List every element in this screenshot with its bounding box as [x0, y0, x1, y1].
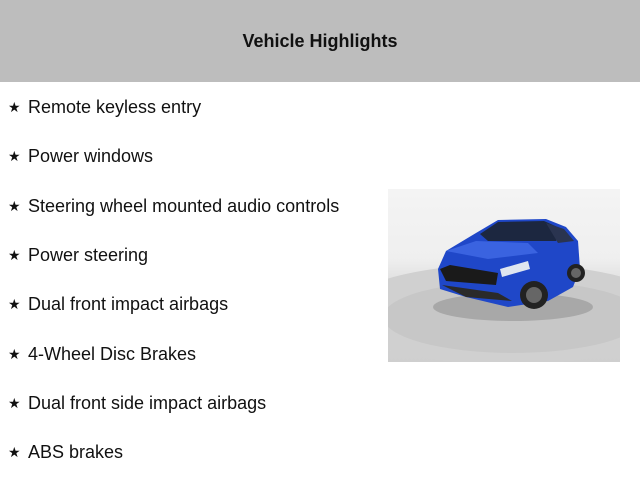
- list-item: [8, 391, 266, 415]
- star-icon: ★: [8, 197, 21, 214]
- list-item: [8, 342, 196, 366]
- page-title: Vehicle Highlights: [242, 30, 398, 51]
- list-item: [8, 292, 228, 316]
- list-item: [8, 194, 339, 218]
- list-item: [8, 243, 148, 267]
- highlight-label: 4-Wheel Disc Brakes: [28, 343, 197, 364]
- star-icon: ★: [8, 394, 21, 411]
- star-icon: ★: [8, 345, 21, 362]
- list-item: [8, 144, 153, 168]
- suv-image: [388, 189, 620, 362]
- highlight-label: ABS brakes: [28, 441, 124, 462]
- vehicle-photo: [388, 189, 620, 362]
- highlight-label: Remote keyless entry: [28, 96, 202, 117]
- highlight-label: Power windows: [28, 145, 154, 166]
- highlight-label: Dual front impact airbags: [28, 293, 229, 314]
- list-item: [8, 95, 201, 119]
- highlights-header: [0, 0, 640, 82]
- list-item: [8, 440, 123, 464]
- star-icon: ★: [8, 98, 21, 115]
- star-icon: ★: [8, 246, 21, 263]
- star-icon: ★: [8, 147, 21, 164]
- star-icon: ★: [8, 295, 21, 312]
- highlight-label: Steering wheel mounted audio controls: [28, 195, 340, 216]
- highlight-label: Dual front side impact airbags: [28, 392, 267, 413]
- star-icon: ★: [8, 443, 21, 460]
- highlight-label: Power steering: [28, 244, 149, 265]
